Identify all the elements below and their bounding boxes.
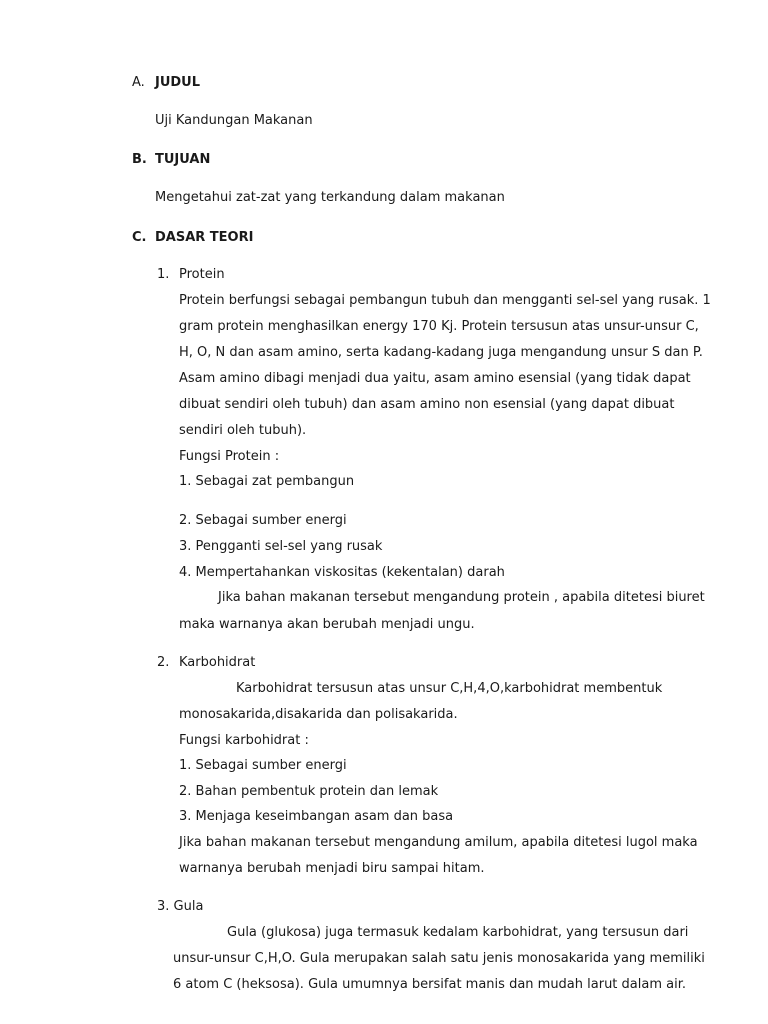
section-a-marker: A. (132, 75, 145, 90)
list-item: 4. Mempertahankan viskositas (kekentalan) darah (179, 565, 505, 580)
paragraph-line: Protein berfungsi sebagai pembangun tubuh dan mengganti sel-sel yang rusak. 1 (179, 293, 711, 308)
karbohidrat-number: 2. (157, 655, 170, 670)
paragraph-line: Jika bahan makanan tersebut mengandung amilum, apabila ditetesi lugol maka (179, 835, 698, 850)
protein-number: 1. (157, 267, 170, 282)
list-item: 1. Sebagai sumber energi (179, 758, 347, 773)
list-item: 3. Menjaga keseimbangan asam dan basa (179, 809, 454, 824)
section-b-body: Mengetahui zat-zat yang terkandung dalam makanan (155, 190, 505, 205)
section-b-title: TUJUAN (155, 152, 211, 167)
protein-heading: Protein (179, 267, 225, 282)
paragraph-line: Karbohidrat tersusun atas unsur C,H,4,O,karbohidrat membentuk (236, 681, 663, 696)
section-b-marker: B. (132, 152, 147, 167)
paragraph-line: sendiri oleh tubuh). (179, 423, 307, 438)
list-item: 3. Pengganti sel-sel yang rusak (179, 539, 383, 554)
list-item: 2. Bahan pembentuk protein dan lemak (179, 784, 439, 799)
paragraph-line: gram protein menghasilkan energy 170 Kj. Protein tersusun atas unsur-unsur C, (179, 319, 699, 334)
section-c-title: DASAR TEORI (155, 230, 254, 245)
paragraph-line: Gula (glukosa) juga termasuk kedalam karbohidrat, yang tersusun dari (227, 925, 689, 940)
fungsi-karbohidrat-title: Fungsi karbohidrat : (179, 733, 309, 748)
fungsi-protein-title: Fungsi Protein : (179, 449, 280, 464)
paragraph-line: maka warnanya akan berubah menjadi ungu. (179, 617, 475, 632)
paragraph-line: Asam amino dibagi menjadi dua yaitu, asam amino esensial (yang tidak dapat (179, 371, 691, 386)
section-a-body: Uji Kandungan Makanan (155, 113, 313, 128)
gula-heading: 3. Gula (157, 899, 204, 914)
paragraph-line: unsur-unsur C,H,O. Gula merupakan salah satu jenis monosakarida yang memiliki (173, 951, 705, 966)
section-a-title: JUDUL (155, 75, 201, 90)
paragraph-line: warnanya berubah menjadi biru sampai hitam. (179, 861, 485, 876)
paragraph-line: H, O, N dan asam amino, serta kadang-kadang juga mengandung unsur S dan P. (179, 345, 703, 360)
paragraph-line: 6 atom C (heksosa). Gula umumnya bersifat manis dan mudah larut dalam air. (173, 977, 686, 992)
paragraph-line: dibuat sendiri oleh tubuh) dan asam amino non esensial (yang dapat dibuat (179, 397, 675, 412)
karbohidrat-heading: Karbohidrat (179, 655, 256, 670)
section-c-marker: C. (132, 230, 147, 245)
list-item: 2. Sebagai sumber energi (179, 513, 347, 528)
paragraph-line: Jika bahan makanan tersebut mengandung protein , apabila ditetesi biuret (218, 590, 705, 605)
list-item: 1. Sebagai zat pembangun (179, 474, 355, 489)
paragraph-line: monosakarida,disakarida dan polisakarida. (179, 707, 458, 722)
